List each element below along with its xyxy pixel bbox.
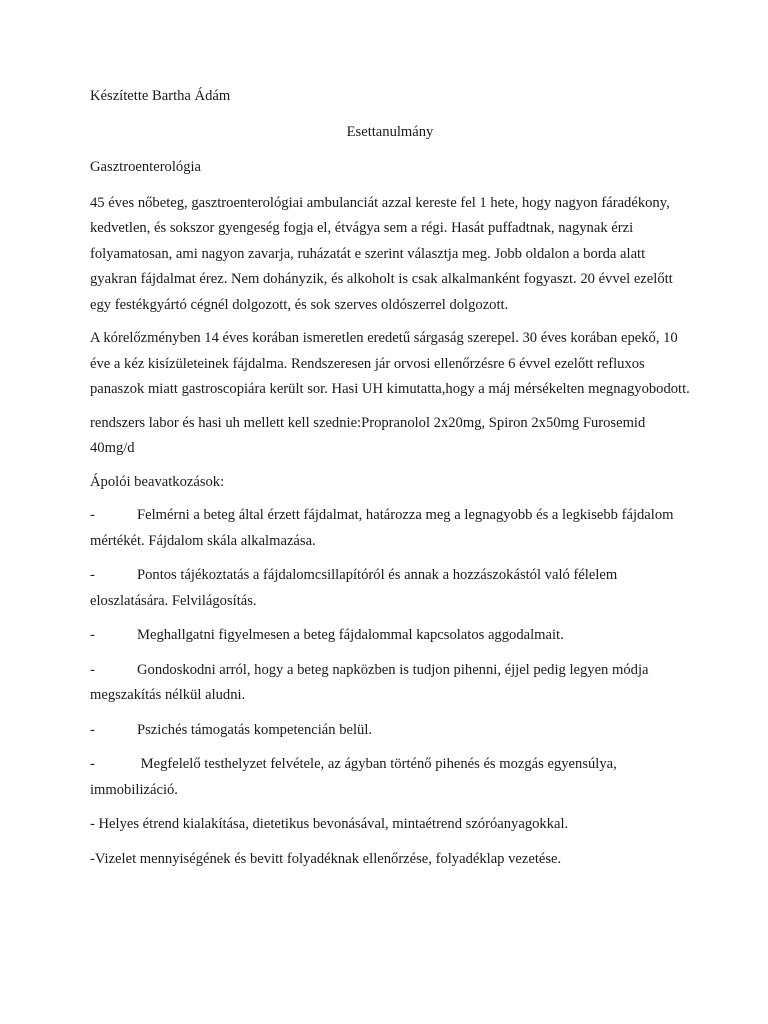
intervention-item [90, 623, 690, 649]
bullet-dash: - [90, 756, 95, 772]
intervention-text: Megfelelő testhelyzet felvétele, az ágyban történő pihenés és mozgás egyensúlya, immobilizáció. [90, 756, 617, 798]
intervention-text: Pontos tájékoztatás a fájdalomcsillapítóról és annak a hozzászokástól való félelem eloszlatására. Felvilágosítás. [90, 567, 618, 609]
intervention-item [90, 563, 690, 614]
intervention-item [90, 752, 690, 803]
intervention-text: Felmérni a beteg által érzett fájdalmat, határozza meg a legnagyobb és a legkisebb fájdalom mértékét. Fájdalom skála alkalmazása. [90, 507, 674, 549]
case-paragraph-1: 45 éves nőbeteg, gasztroenterológiai ambulanciát azzal kereste fel 1 hete, hogy nagyon fáradékony, kedvetlen, és sokszor gyengeség fogja el, étvágya sem a régi. Hasát puffadtnak, nagynak érzi folyamatosan, ami nagyon zavarja, ruházatát e szerint választja meg. Jobb oldalon a borda alatt gyakran fájdalmat érez. Nem dohányzik, és alkoholt is csak alkalmanként fogyaszt. 20 évvel ezelőtt egy festékgyártó cégnél dolgozott, és sok szerves oldószerrel dolgozott. [90, 194, 673, 313]
case-paragraph-2: A kórelőzményben 14 éves korában ismeretlen eredetű sárgaság szerepel. 30 éves korában epekő, 10 éve a kéz kisízületeinek fájdalma. Rendszeresen jár orvosi ellenőrzésre 6 évvel ezelőtt refluxos panaszok miatt gastroscopiára került sor. Hasi UH kimutatta,hogy a máj mérsékelten megnagyobodott. [90, 330, 690, 397]
bullet-dash: - [90, 721, 95, 738]
extra-item-fluid: -Vizelet mennyiségének és bevitt folyadéknak ellenőrzése, folyadéklap vezetése. [90, 850, 562, 867]
document-body [90, 84, 690, 881]
intervention-text: Meghallgatni figyelmesen a beteg fájdalommal kapcsolatos aggodalmait. [137, 627, 564, 643]
interventions-heading: Ápolói beavatkozások: [90, 473, 225, 490]
author-line: Készítette Bartha Ádám [90, 88, 231, 104]
bullet-dash: - [90, 627, 95, 643]
section-heading: Gasztroenterológia [90, 159, 202, 175]
intervention-item [90, 503, 690, 554]
extra-item-diet: - Helyes étrend kialakítása, dietetikus bevonásával, mintaétrend szóróanyagokkal. [90, 816, 569, 832]
bullet-dash: - [90, 661, 95, 678]
document-title: Esettanulmány [346, 123, 434, 140]
bullet-dash: - [90, 567, 95, 583]
intervention-item [90, 658, 690, 709]
intervention-item [90, 718, 690, 744]
intervention-text: Pszichés támogatás kompetencián belül. [137, 721, 373, 738]
medication-paragraph: rendszers labor és hasi uh mellett kell szednie:Propranolol 2x20mg, Spiron 2x50mg Furosemid 40mg/d [90, 414, 646, 456]
intervention-text: Gondoskodni arról, hogy a beteg napközben is tudjon pihenni, éjjel pedig legyen módja megszakítás nélkül aludni. [90, 661, 649, 703]
bullet-dash: - [90, 507, 95, 523]
